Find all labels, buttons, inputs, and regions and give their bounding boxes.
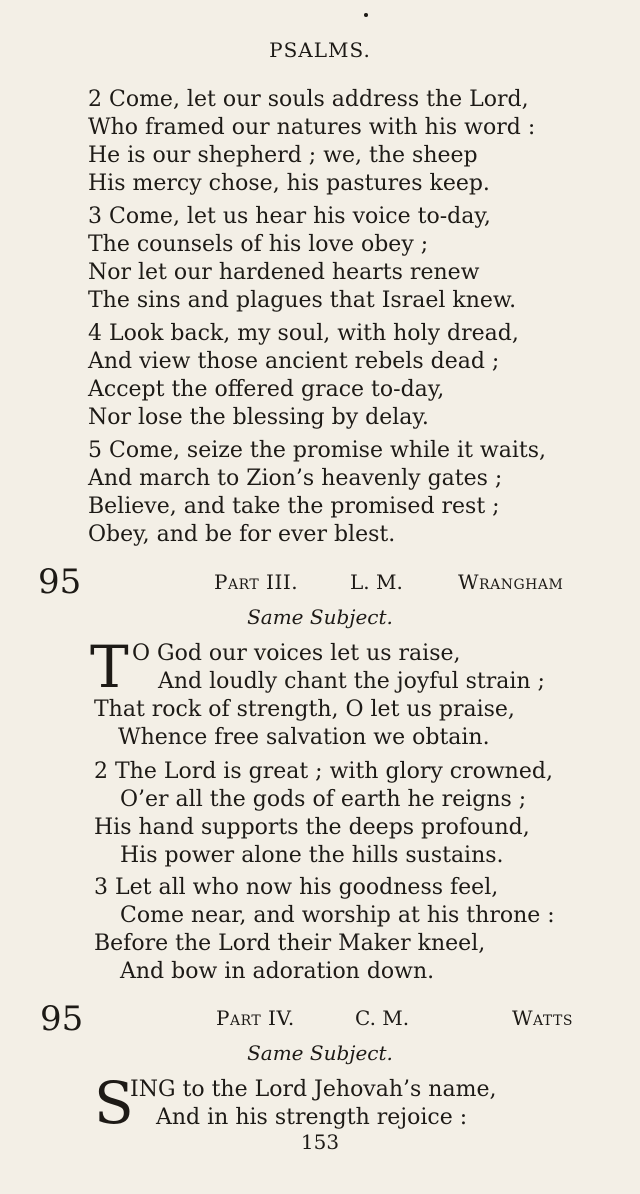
running-head: PSALMS.: [269, 38, 371, 62]
verse-line: Before the Lord their Maker kneel,: [94, 931, 486, 956]
verse-line: And march to Zion’s heavenly gates ;: [88, 466, 503, 491]
verse-line: Who framed our natures with his word :: [88, 115, 536, 140]
verse-line: The sins and plagues that Israel knew.: [88, 288, 517, 313]
verse-line: He is our shepherd ; we, the sheep: [88, 143, 478, 168]
verse-line: And bow in adoration down.: [120, 959, 435, 984]
hymn-author: Watts: [512, 1006, 573, 1030]
hymn-subject: Same Subject.: [247, 605, 393, 629]
verse-line: And view those ancient rebels dead ;: [88, 349, 500, 374]
hymn-part: Part IV.: [216, 1006, 295, 1030]
page-number: 153: [300, 1130, 340, 1154]
header-dot: [364, 13, 368, 17]
verse-line: Believe, and take the promised rest ;: [88, 494, 500, 519]
verse-line: And in his strength rejoice :: [156, 1105, 468, 1130]
hymn-number: 95: [40, 999, 84, 1039]
verse-line: His power alone the hills sustains.: [120, 843, 504, 868]
hymn-part: Part III.: [214, 570, 299, 594]
hymn-number: 95: [38, 562, 82, 602]
verse-line: Come near, and worship at his throne :: [120, 903, 555, 928]
hymn-subject: Same Subject.: [247, 1041, 393, 1065]
verse-line: And loudly chant the joyful strain ;: [158, 669, 545, 694]
drop-cap: S: [94, 1069, 134, 1137]
verse-line: His hand supports the deeps profound,: [94, 815, 530, 840]
hymn-author: Wrangham: [458, 570, 564, 594]
verse-line: Whence free salvation we obtain.: [118, 725, 490, 750]
verse-line: ING to the Lord Jehovah’s name,: [130, 1077, 497, 1102]
drop-cap: T: [90, 633, 129, 701]
verse-line: Obey, and be for ever blest.: [88, 522, 396, 547]
verse-line: Nor lose the blessing by delay.: [88, 405, 429, 430]
verse-line: Nor let our hardened hearts renew: [88, 260, 480, 285]
hymn-meter: L. M.: [350, 570, 403, 594]
verse-line: O’er all the gods of earth he reigns ;: [120, 787, 527, 812]
verse-line: 2 Come, let our souls address the Lord,: [88, 87, 529, 112]
verse-line: 3 Let all who now his goodness feel,: [94, 875, 499, 900]
hymn-meter: C. M.: [355, 1006, 410, 1030]
verse-line: 5 Come, seize the promise while it waits,: [88, 438, 547, 463]
verse-line: 3 Come, let us hear his voice to-day,: [88, 204, 491, 229]
verse-line: 2 The Lord is great ; with glory crowned,: [94, 759, 553, 784]
verse-line: O God our voices let us raise,: [132, 641, 461, 666]
verse-line: His mercy chose, his pastures keep.: [88, 171, 490, 196]
verse-line: Accept the offered grace to-day,: [88, 377, 445, 402]
verse-line: The counsels of his love obey ;: [88, 232, 429, 257]
verse-line: That rock of strength, O let us praise,: [94, 697, 515, 722]
verse-line: 4 Look back, my soul, with holy dread,: [88, 321, 519, 346]
